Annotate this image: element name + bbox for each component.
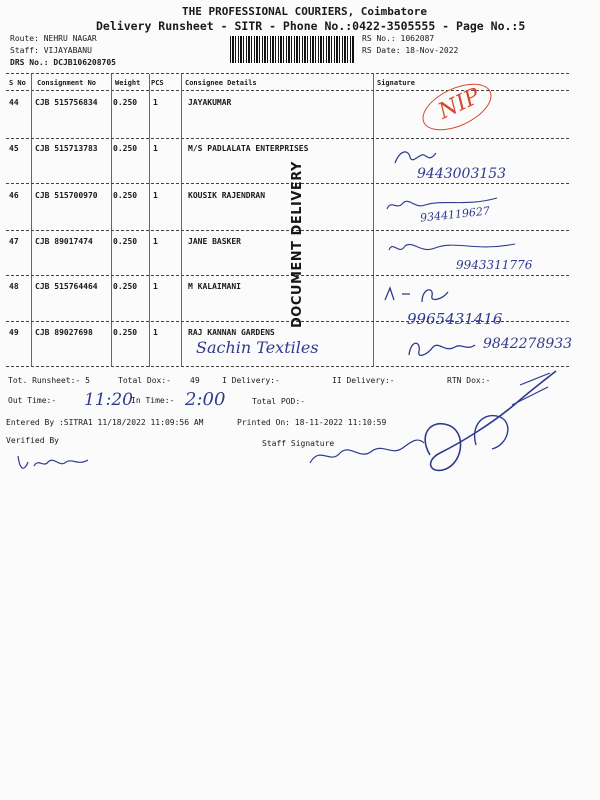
row-sno: 48	[9, 282, 19, 291]
col-rule-1	[31, 74, 32, 367]
handwritten-phone: 9443003153	[417, 166, 507, 182]
col-rule-2	[111, 74, 112, 367]
col-rule-3	[149, 74, 150, 367]
row-consignment: CJB 89027698	[35, 328, 93, 337]
out-time-value: 11:20	[84, 390, 133, 410]
rs-date: RS Date: 18-Nov-2022	[362, 46, 459, 55]
signature-row46	[385, 195, 505, 215]
row-pcs: 1	[153, 237, 158, 246]
signature-row47	[385, 238, 525, 258]
col-signature: Signature	[377, 79, 415, 87]
company-title: THE PROFESSIONAL COURIERS, Coimbatore	[182, 5, 428, 18]
rtn-dox-label: RTN Dox:-	[447, 376, 491, 385]
row-consignment: CJB 89017474	[35, 237, 93, 246]
row-consignee: JANE BASKER	[188, 237, 241, 246]
row-pcs: 1	[153, 98, 158, 107]
in-time-value: 2:00	[185, 389, 226, 410]
col-rule-5	[373, 74, 374, 367]
row-rule	[6, 183, 569, 184]
total-dox-value: 49	[190, 376, 200, 385]
handwritten-phone: 9965431416	[407, 310, 503, 328]
verifier-signature	[14, 448, 94, 476]
signature-row45	[390, 145, 440, 170]
row-consignee: KOUSIK RAJENDRAN	[188, 191, 266, 200]
row-consignee: M KALAIMANI	[188, 282, 241, 291]
drs-number: DRS No.: DCJB106208705	[10, 58, 116, 67]
entered-by: Entered By :SITRA1 11/18/2022 11:09:56 AM	[6, 418, 204, 427]
printed-on: Printed On: 18-11-2022 11:10:59	[237, 418, 387, 427]
row-consignment: CJB 515713783	[35, 144, 98, 153]
row-weight: 0.250	[113, 144, 138, 153]
staff-signature	[300, 365, 562, 490]
nip-mark	[415, 74, 498, 140]
route-label: Route: NEHRU NAGAR	[10, 34, 97, 43]
col-sno: S No	[9, 79, 26, 87]
signature-row48	[382, 282, 472, 306]
i-delivery-label: I Delivery:-	[222, 376, 280, 385]
row-rule	[6, 275, 569, 276]
in-time-label: In Time:-	[131, 396, 175, 405]
row-sno: 49	[9, 328, 19, 337]
row-consignee: M/S PADLALATA ENTERPRISES	[188, 144, 309, 153]
verified-by-label: Verified By	[6, 436, 59, 445]
handwritten-phone: 9943311776	[456, 258, 533, 272]
row-weight: 0.250	[113, 282, 138, 291]
col-pcs: PCS	[151, 79, 164, 87]
signature-row49	[405, 335, 480, 361]
row-sno: 46	[9, 191, 19, 200]
staff-signature-label: Staff Signature	[262, 439, 335, 448]
row-consignment: CJB 515764464	[35, 282, 98, 291]
row-rule	[6, 138, 569, 139]
total-runsheet: Tot. Runsheet:- 5	[8, 376, 90, 385]
row-sno: 45	[9, 144, 19, 153]
row-sno: 47	[9, 237, 19, 246]
runsheet-subtitle: Delivery Runsheet - SITR - Phone No.:0422-3505555 - Page No.:5	[96, 19, 526, 33]
row-weight: 0.250	[113, 191, 138, 200]
row-pcs: 1	[153, 282, 158, 291]
handwritten-note: Sachin Textiles	[196, 338, 319, 357]
total-pod-label: Total POD:-	[252, 397, 305, 406]
total-dox-label: Total Dox:-	[118, 376, 171, 385]
row-weight: 0.250	[113, 237, 138, 246]
rs-number: RS No.: 1062087	[362, 34, 435, 43]
row-pcs: 1	[153, 144, 158, 153]
ii-delivery-label: II Delivery:-	[332, 376, 395, 385]
row-sno: 44	[9, 98, 19, 107]
col-weight: Weight	[115, 79, 141, 87]
handwritten-phone: 9344119627	[419, 204, 491, 225]
row-rule	[6, 230, 569, 231]
out-time-label: Out Time:-	[8, 396, 57, 405]
col-consignment: Consignment No	[37, 79, 97, 87]
nip-text: NIP	[434, 83, 485, 125]
col-consignee: Consignee Details	[185, 79, 257, 87]
staff-label: Staff: VIJAYABANU	[10, 46, 92, 55]
row-consignment: CJB 515700970	[35, 191, 98, 200]
row-weight: 0.250	[113, 98, 138, 107]
row-pcs: 1	[153, 191, 158, 200]
col-rule-4	[181, 74, 182, 367]
row-consignee: RAJ KANNAN GARDENS	[188, 328, 275, 337]
table-top-rule	[6, 73, 569, 74]
row-weight: 0.250	[113, 328, 138, 337]
row-consignee: JAYAKUMAR	[188, 98, 232, 107]
handwritten-phone: 9842278933	[483, 336, 573, 352]
barcode-image	[230, 36, 354, 63]
row-consignment: CJB 515756834	[35, 98, 98, 107]
row-pcs: 1	[153, 328, 158, 337]
document-delivery-stamp: DOCUMENT DELIVERY	[290, 161, 305, 328]
